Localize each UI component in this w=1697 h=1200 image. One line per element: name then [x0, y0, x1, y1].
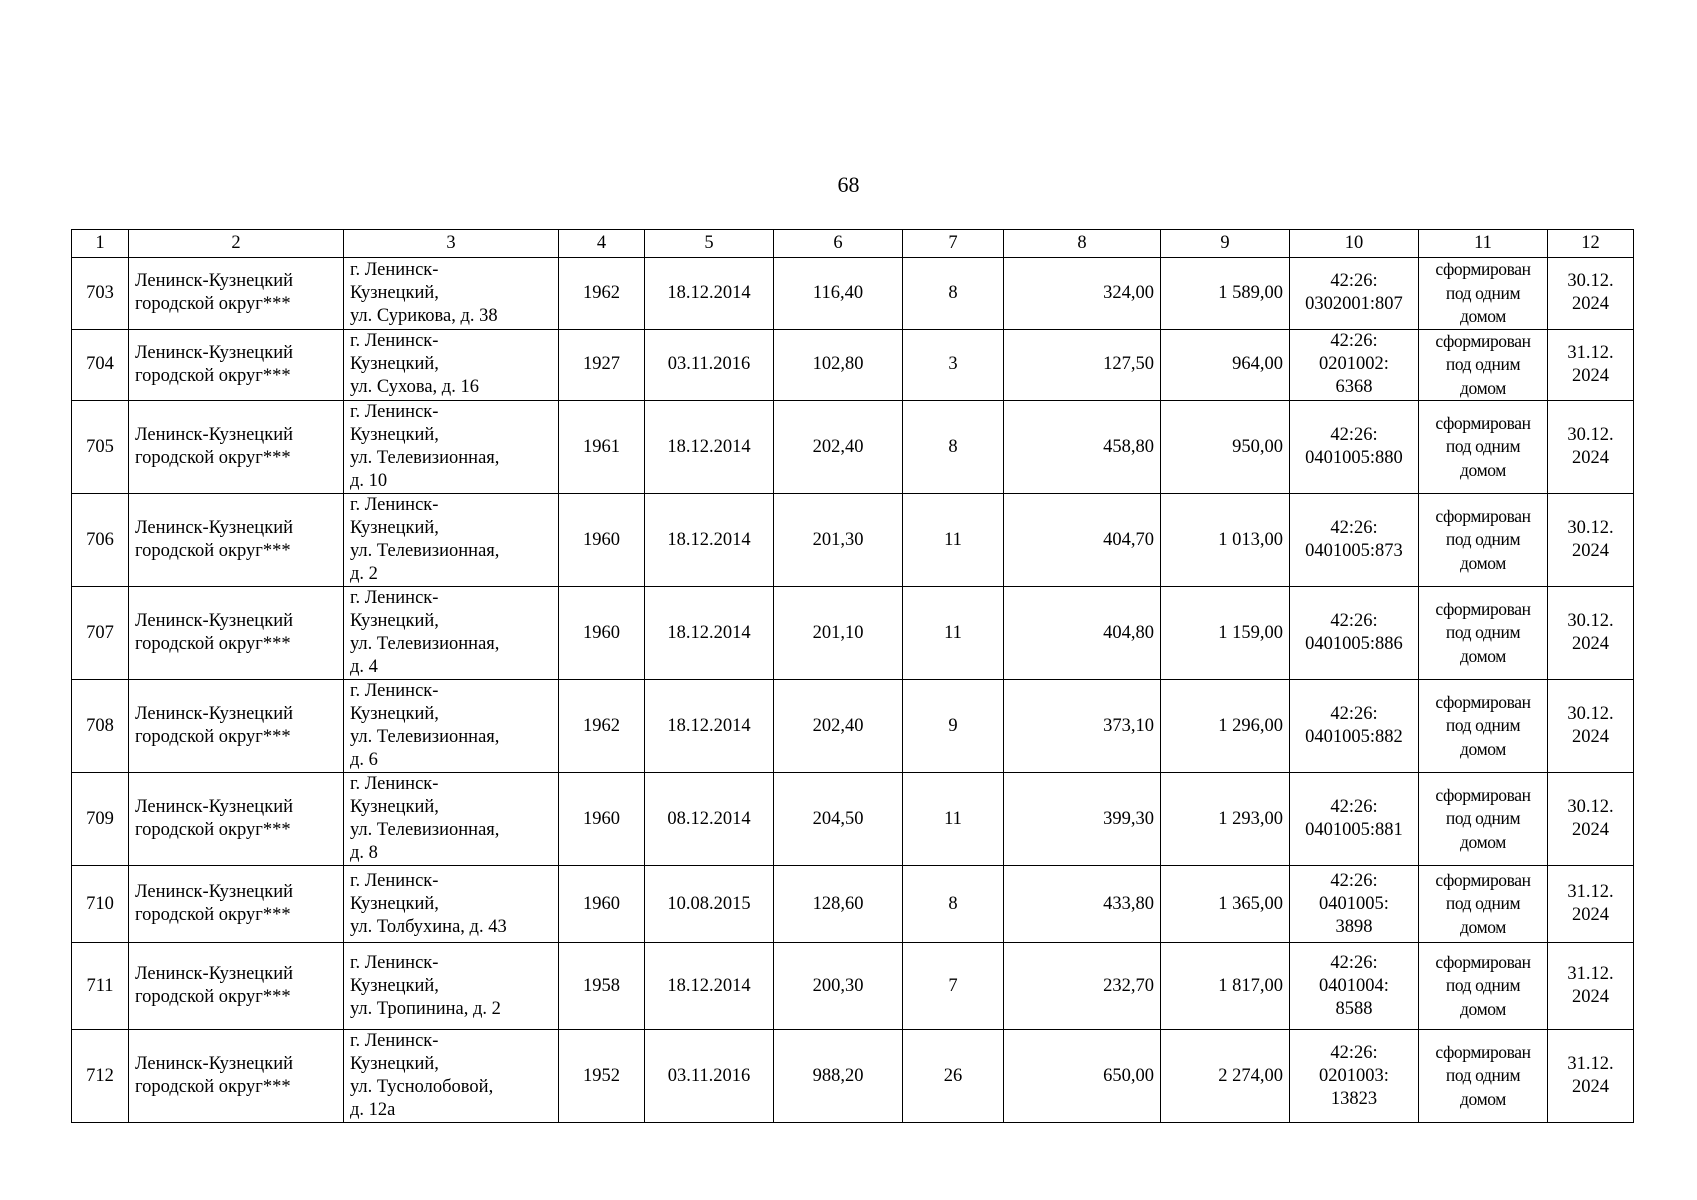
column-number: 1	[72, 230, 129, 258]
deadline-cell-line: 31.12.	[1567, 964, 1614, 984]
cadastral-number-cell-line: 42:26:	[1330, 870, 1378, 891]
date-cell: 10.08.2015	[645, 866, 774, 943]
value9-cell: 1 817,00	[1161, 943, 1290, 1030]
municipality-cell-line: Ленинск-Кузнецкий	[135, 882, 293, 902]
municipality-cell-line: Ленинск-Кузнецкий	[135, 271, 293, 292]
value8-cell: 433,80	[1004, 866, 1161, 943]
residents-cell: 9	[903, 680, 1004, 773]
table-row	[72, 943, 1634, 1030]
deadline-cell-line: 31.12.	[1567, 1054, 1614, 1074]
land-status-cell-line: сформирован	[1435, 598, 1531, 619]
cadastral-number-cell-line: 0201002:	[1319, 354, 1389, 375]
cadastral-number-cell-line: 0201003:	[1319, 1065, 1389, 1086]
date-cell: 18.12.2014	[645, 587, 774, 680]
municipality-cell-line: городской округ***	[135, 1077, 291, 1097]
address-cell-line: Кузнецкий,	[350, 975, 439, 996]
land-status-cell-line: домом	[1460, 306, 1506, 326]
municipality-cell-line: городской округ***	[135, 541, 291, 561]
address-cell	[344, 258, 559, 330]
land-status-cell-line: под одним	[1445, 436, 1521, 457]
deadline-cell	[1548, 401, 1634, 494]
address-cell-line: Кузнецкий,	[350, 704, 439, 724]
value8-cell: 232,70	[1004, 943, 1161, 1030]
column-number: 2	[129, 230, 344, 258]
address-cell	[344, 943, 559, 1030]
land-status-cell-line: домом	[1460, 998, 1506, 1019]
deadline-cell	[1548, 258, 1634, 330]
value8-cell: 399,30	[1004, 773, 1161, 866]
area-cell: 204,50	[774, 773, 903, 866]
deadline-cell-line: 30.12.	[1567, 704, 1614, 724]
area-cell: 202,40	[774, 680, 903, 773]
cadastral-number-cell	[1290, 680, 1419, 773]
land-status-cell-line: домом	[1460, 831, 1506, 852]
table-row	[72, 329, 1634, 401]
cadastral-number-cell-line: 42:26:	[1330, 611, 1378, 631]
row-number: 703	[72, 258, 129, 330]
municipality-cell-line: городской округ***	[135, 905, 291, 925]
address-cell-line: г. Ленинск-	[350, 331, 439, 352]
address-cell	[344, 494, 559, 587]
deadline-cell-line: 30.12.	[1567, 271, 1614, 292]
value9-cell: 1 296,00	[1161, 680, 1290, 773]
date-cell: 18.12.2014	[645, 680, 774, 773]
deadline-cell-line: 2024	[1572, 294, 1609, 315]
value9-cell: 964,00	[1161, 329, 1290, 401]
row-number: 706	[72, 494, 129, 587]
land-status-cell-line: под одним	[1445, 622, 1521, 643]
area-cell: 102,80	[774, 329, 903, 401]
value9-cell: 950,00	[1161, 401, 1290, 494]
residents-cell: 7	[903, 943, 1004, 1030]
land-status-cell-line: под одним	[1445, 529, 1521, 550]
land-status-cell-line: сформирован	[1435, 784, 1531, 805]
land-status-cell	[1419, 680, 1548, 773]
cadastral-number-cell-line: 42:26:	[1330, 331, 1378, 352]
cadastral-number-cell	[1290, 401, 1419, 494]
address-cell-line: Кузнецкий,	[350, 282, 439, 303]
address-cell-line: г. Ленинск-	[350, 870, 439, 891]
cadastral-number-cell	[1290, 258, 1419, 330]
cadastral-number-cell	[1290, 494, 1419, 587]
value8-cell: 404,70	[1004, 494, 1161, 587]
value8-cell: 650,00	[1004, 1030, 1161, 1123]
page-number: 68	[837, 172, 860, 197]
deadline-cell	[1548, 773, 1634, 866]
municipality-cell	[129, 258, 344, 330]
land-status-cell	[1419, 329, 1548, 401]
area-cell: 201,10	[774, 587, 903, 680]
deadline-cell-line: 2024	[1572, 820, 1609, 840]
address-cell-line: г. Ленинск-	[350, 1031, 439, 1051]
column-number: 11	[1419, 230, 1548, 258]
municipality-cell-line: городской округ***	[135, 727, 291, 747]
table-row	[72, 258, 1634, 330]
area-cell: 128,60	[774, 866, 903, 943]
land-status-cell	[1419, 258, 1548, 330]
municipality-cell-line: Ленинск-Кузнецкий	[135, 425, 293, 445]
municipality-cell	[129, 329, 344, 401]
year-cell: 1952	[559, 1030, 645, 1123]
address-cell-line: д. 4	[350, 657, 378, 677]
cadastral-number-cell	[1290, 866, 1419, 943]
address-cell-line: Кузнецкий,	[350, 797, 439, 817]
value8-cell: 373,10	[1004, 680, 1161, 773]
value8-cell: 127,50	[1004, 329, 1161, 401]
address-cell-line: Кузнецкий,	[350, 425, 439, 445]
address-cell-line: Кузнецкий,	[350, 611, 439, 631]
deadline-cell	[1548, 1030, 1634, 1123]
cadastral-number-cell-line: 8588	[1335, 998, 1373, 1019]
area-cell: 202,40	[774, 401, 903, 494]
municipality-cell	[129, 494, 344, 587]
cadastral-number-cell-line: 6368	[1335, 377, 1373, 398]
land-status-cell-line: сформирован	[1435, 259, 1531, 279]
date-cell: 18.12.2014	[645, 401, 774, 494]
address-cell-line: г. Ленинск-	[350, 774, 439, 794]
address-cell-line: г. Ленинск-	[350, 259, 439, 280]
address-cell-line: д. 6	[350, 750, 378, 770]
row-number: 704	[72, 329, 129, 401]
row-number: 708	[72, 680, 129, 773]
municipality-cell-line: городской округ***	[135, 294, 291, 315]
year-cell: 1960	[559, 494, 645, 587]
row-number: 711	[72, 943, 129, 1030]
cadastral-number-cell-line: 42:26:	[1330, 1042, 1378, 1063]
municipality-cell-line: Ленинск-Кузнецкий	[135, 964, 293, 984]
land-status-cell-line: под одним	[1445, 715, 1521, 736]
table-body	[72, 230, 1634, 1123]
land-status-cell-line: под одним	[1445, 282, 1521, 303]
land-status-cell-line: сформирован	[1435, 1041, 1531, 1062]
deadline-cell	[1548, 587, 1634, 680]
land-status-cell-line: домом	[1460, 377, 1506, 398]
cadastral-number-cell-line: 0401005:873	[1305, 541, 1403, 561]
address-cell-line: ул. Телевизионная,	[350, 634, 500, 654]
deadline-cell-line: 30.12.	[1567, 518, 1614, 538]
value9-cell: 1 589,00	[1161, 258, 1290, 330]
row-number: 712	[72, 1030, 129, 1123]
cadastral-number-cell-line: 0302001:807	[1305, 294, 1403, 315]
date-cell: 03.11.2016	[645, 1030, 774, 1123]
municipality-cell-line: городской округ***	[135, 448, 291, 468]
year-cell: 1960	[559, 773, 645, 866]
address-cell	[344, 587, 559, 680]
address-cell-line: ул. Сухова, д. 16	[350, 377, 479, 398]
cadastral-number-cell-line: 0401005:881	[1305, 820, 1403, 840]
row-number: 705	[72, 401, 129, 494]
municipality-cell-line: Ленинск-Кузнецкий	[135, 1054, 293, 1074]
column-number: 5	[645, 230, 774, 258]
land-status-cell-line: сформирован	[1435, 869, 1531, 890]
cadastral-number-cell	[1290, 773, 1419, 866]
address-cell	[344, 680, 559, 773]
table-row	[72, 494, 1634, 587]
column-number: 6	[774, 230, 903, 258]
cadastral-number-cell-line: 42:26:	[1330, 952, 1378, 973]
deadline-cell-line: 31.12.	[1567, 882, 1614, 902]
address-cell-line: ул. Телевизионная,	[350, 541, 500, 561]
municipality-cell-line: Ленинск-Кузнецкий	[135, 797, 293, 817]
municipality-cell	[129, 587, 344, 680]
column-number: 7	[903, 230, 1004, 258]
address-cell-line: Кузнецкий,	[350, 518, 439, 538]
table-row	[72, 1030, 1634, 1123]
column-number-row	[72, 230, 1634, 258]
address-cell	[344, 401, 559, 494]
deadline-cell-line: 2024	[1572, 727, 1609, 747]
deadline-cell-line: 2024	[1572, 634, 1609, 654]
year-cell: 1962	[559, 258, 645, 330]
value8-cell: 324,00	[1004, 258, 1161, 330]
value8-cell: 458,80	[1004, 401, 1161, 494]
municipality-cell	[129, 943, 344, 1030]
address-cell	[344, 329, 559, 401]
municipality-cell	[129, 401, 344, 494]
residents-cell: 8	[903, 866, 1004, 943]
municipality-cell-line: городской округ***	[135, 820, 291, 840]
residents-cell: 11	[903, 494, 1004, 587]
deadline-cell	[1548, 866, 1634, 943]
address-cell-line: г. Ленинск-	[350, 588, 439, 608]
deadline-cell-line: 31.12.	[1567, 342, 1614, 363]
municipality-cell	[129, 1030, 344, 1123]
deadline-cell-line: 2024	[1572, 541, 1609, 561]
deadline-cell	[1548, 494, 1634, 587]
land-status-cell-line: домом	[1460, 916, 1506, 937]
area-cell: 116,40	[774, 258, 903, 330]
deadline-cell	[1548, 680, 1634, 773]
address-cell-line: Кузнецкий,	[350, 354, 439, 375]
deadline-cell-line: 2024	[1572, 448, 1609, 468]
address-cell-line: г. Ленинск-	[350, 952, 439, 973]
address-cell-line: д. 10	[350, 471, 388, 491]
area-cell: 201,30	[774, 494, 903, 587]
land-status-cell-line: домом	[1460, 645, 1506, 666]
address-cell-line: г. Ленинск-	[350, 402, 439, 422]
deadline-cell-line: 2024	[1572, 987, 1609, 1007]
land-status-cell-line: сформирован	[1435, 691, 1531, 712]
land-status-cell-line: домом	[1460, 1088, 1506, 1109]
land-status-cell-line: под одним	[1445, 354, 1521, 374]
value9-cell: 1 013,00	[1161, 494, 1290, 587]
date-cell: 03.11.2016	[645, 329, 774, 401]
cadastral-number-cell-line: 42:26:	[1330, 518, 1378, 538]
municipality-cell	[129, 680, 344, 773]
date-cell: 18.12.2014	[645, 943, 774, 1030]
year-cell: 1961	[559, 401, 645, 494]
row-number: 709	[72, 773, 129, 866]
cadastral-number-cell-line: 0401005:886	[1305, 634, 1403, 654]
table-row	[72, 587, 1634, 680]
value9-cell: 1 293,00	[1161, 773, 1290, 866]
date-cell: 18.12.2014	[645, 258, 774, 330]
deadline-cell-line: 2024	[1572, 1077, 1609, 1097]
column-number: 12	[1548, 230, 1634, 258]
date-cell: 08.12.2014	[645, 773, 774, 866]
municipality-cell-line: городской округ***	[135, 365, 291, 386]
cadastral-number-cell-line: 42:26:	[1330, 425, 1378, 445]
area-cell: 988,20	[774, 1030, 903, 1123]
municipality-cell-line: Ленинск-Кузнецкий	[135, 704, 293, 724]
address-cell-line: ул. Туснолобовой,	[350, 1077, 494, 1097]
cadastral-number-cell-line: 0401004:	[1319, 975, 1389, 996]
value9-cell: 1 365,00	[1161, 866, 1290, 943]
housing-registry-table	[71, 229, 1634, 1123]
municipality-cell-line: городской округ***	[135, 987, 291, 1007]
land-status-cell-line: домом	[1460, 738, 1506, 759]
address-cell-line: ул. Телевизионная,	[350, 820, 500, 840]
land-status-cell-line: сформирован	[1435, 412, 1531, 433]
table-row	[72, 680, 1634, 773]
cadastral-number-cell-line: 13823	[1330, 1088, 1378, 1109]
cadastral-number-cell	[1290, 943, 1419, 1030]
cadastral-number-cell-line: 0401005:882	[1305, 727, 1403, 747]
value9-cell: 1 159,00	[1161, 587, 1290, 680]
year-cell: 1962	[559, 680, 645, 773]
municipality-cell-line: Ленинск-Кузнецкий	[135, 611, 293, 631]
address-cell-line: ул. Сурикова, д. 38	[350, 305, 498, 326]
residents-cell: 8	[903, 401, 1004, 494]
deadline-cell	[1548, 329, 1634, 401]
land-status-cell	[1419, 587, 1548, 680]
cadastral-number-cell	[1290, 1030, 1419, 1123]
municipality-cell	[129, 866, 344, 943]
land-status-cell	[1419, 494, 1548, 587]
municipality-cell-line: городской округ***	[135, 634, 291, 654]
land-status-cell-line: под одним	[1445, 1065, 1521, 1086]
deadline-cell	[1548, 943, 1634, 1030]
column-number: 3	[344, 230, 559, 258]
land-status-cell-line: сформирован	[1435, 505, 1531, 526]
land-status-cell	[1419, 943, 1548, 1030]
deadline-cell-line: 30.12.	[1567, 425, 1614, 445]
address-cell	[344, 1030, 559, 1123]
table-row	[72, 773, 1634, 866]
address-cell-line: ул. Телевизионная,	[350, 727, 500, 747]
address-cell-line: ул. Толбухина, д. 43	[350, 916, 507, 937]
land-status-cell-line: сформирован	[1435, 330, 1531, 351]
address-cell-line: Кузнецкий,	[350, 893, 439, 914]
address-cell	[344, 773, 559, 866]
year-cell: 1927	[559, 329, 645, 401]
address-cell	[344, 866, 559, 943]
cadastral-number-cell	[1290, 587, 1419, 680]
row-number: 710	[72, 866, 129, 943]
address-cell-line: ул. Тропинина, д. 2	[350, 998, 501, 1019]
year-cell: 1960	[559, 866, 645, 943]
residents-cell: 11	[903, 587, 1004, 680]
row-number: 707	[72, 587, 129, 680]
deadline-cell-line: 30.12.	[1567, 611, 1614, 631]
cadastral-number-cell-line: 3898	[1335, 916, 1373, 937]
land-status-cell-line: под одним	[1445, 893, 1521, 914]
date-cell: 18.12.2014	[645, 494, 774, 587]
residents-cell: 11	[903, 773, 1004, 866]
address-cell-line: д. 2	[350, 564, 378, 584]
land-status-cell-line: под одним	[1445, 975, 1521, 996]
residents-cell: 3	[903, 329, 1004, 401]
column-number: 9	[1161, 230, 1290, 258]
area-cell: 200,30	[774, 943, 903, 1030]
cadastral-number-cell	[1290, 329, 1419, 401]
year-cell: 1958	[559, 943, 645, 1030]
deadline-cell-line: 2024	[1572, 365, 1609, 386]
land-status-cell-line: домом	[1460, 552, 1506, 573]
value8-cell: 404,80	[1004, 587, 1161, 680]
land-status-cell-line: под одним	[1445, 808, 1521, 829]
cadastral-number-cell-line: 42:26:	[1330, 797, 1378, 817]
municipality-cell-line: Ленинск-Кузнецкий	[135, 518, 293, 538]
land-status-cell	[1419, 773, 1548, 866]
cadastral-number-cell-line: 0401005:	[1319, 893, 1389, 914]
land-status-cell	[1419, 866, 1548, 943]
year-cell: 1960	[559, 587, 645, 680]
column-number: 8	[1004, 230, 1161, 258]
municipality-cell	[129, 773, 344, 866]
address-cell-line: ул. Телевизионная,	[350, 448, 500, 468]
address-cell-line: Кузнецкий,	[350, 1054, 439, 1074]
address-cell-line: д. 12а	[350, 1100, 396, 1120]
municipality-cell-line: Ленинск-Кузнецкий	[135, 342, 293, 363]
address-cell-line: д. 8	[350, 843, 378, 863]
cadastral-number-cell-line: 42:26:	[1330, 704, 1378, 724]
residents-cell: 26	[903, 1030, 1004, 1123]
cadastral-number-cell-line: 0401005:880	[1305, 448, 1403, 468]
land-status-cell	[1419, 1030, 1548, 1123]
land-status-cell	[1419, 401, 1548, 494]
value9-cell: 2 274,00	[1161, 1030, 1290, 1123]
land-status-cell-line: сформирован	[1435, 951, 1531, 972]
table-row	[72, 866, 1634, 943]
residents-cell: 8	[903, 258, 1004, 330]
address-cell-line: г. Ленинск-	[350, 681, 439, 701]
table-row	[72, 401, 1634, 494]
deadline-cell-line: 2024	[1572, 905, 1609, 925]
cadastral-number-cell-line: 42:26:	[1330, 271, 1378, 292]
column-number: 10	[1290, 230, 1419, 258]
deadline-cell-line: 30.12.	[1567, 797, 1614, 817]
land-status-cell-line: домом	[1460, 459, 1506, 480]
address-cell-line: г. Ленинск-	[350, 495, 439, 515]
column-number: 4	[559, 230, 645, 258]
